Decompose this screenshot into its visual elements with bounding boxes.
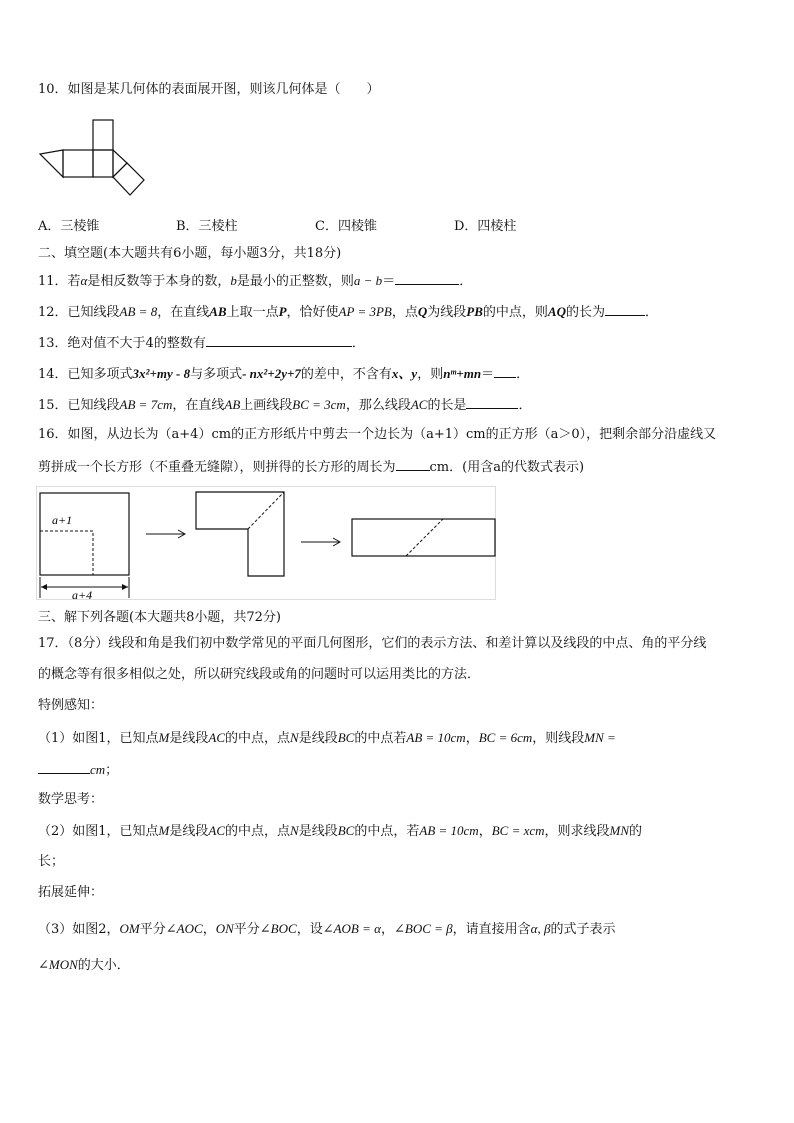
q17-heading-1: 特例感知： <box>38 698 104 713</box>
q17-line2: 的概念等有很多相似之处，所以研究线段或角的问题时可以运用类比的方法． <box>38 667 481 682</box>
q15: 15．已知线段AB = 7cm，在直线AB上画线段BC = 3cm，那么线段AC的长是 ． <box>38 397 532 413</box>
q17-heading-3: 拓展延伸： <box>38 885 104 900</box>
q17-part3: （3）如图2，OM平分∠AOC，ON平分∠BOC，设∠AOB = α，∠BOC = β，请直接用含α, β的式子表示 <box>38 921 616 937</box>
q17-line1: 17．（8分）线段和角是我们初中数学常见的平面几何图形，它们的表示方法、和差计算以及线段的中点、角的平分线 <box>38 636 707 651</box>
q16-answer-blank <box>396 458 430 471</box>
q17-heading-2: 数学思考： <box>38 792 104 807</box>
q10-stem: 10．如图是某几何体的表面展开图，则该几何体是（ ） <box>38 82 380 97</box>
q16-line2: 剪拼成一个长方形（不重叠无缝隙），则拼得的长方形的周长为 cm．(用含a的代数式表示) <box>38 460 585 475</box>
section2-heading: 二、填空题(本大题共有6小题，每小题3分，共18分) <box>38 246 342 261</box>
q14-answer-blank <box>494 365 516 378</box>
q13-answer-blank <box>206 334 352 347</box>
q15-answer-blank <box>466 396 518 409</box>
q17-part2: （2）如图1，已知点M是线段AC的中点，点N是线段BC的中点，若AB = 10cm，BC = xcm，则求线段MN的 <box>38 823 643 839</box>
q14: 14．已知多项式3x²+my - 8与多项式- nx²+2y+7的差中，不含有x、y，则nᵐ+mn＝ ． <box>38 366 530 382</box>
q12-answer-blank <box>605 303 645 316</box>
q10-option-c: C．四棱锥 <box>315 219 377 234</box>
q10-option-d: D．四棱柱 <box>454 219 517 234</box>
q10-option-b: B．三棱柱 <box>176 219 238 234</box>
q17-part1-blank <box>38 761 90 774</box>
label-a-plus-4: a+4 <box>72 588 93 600</box>
label-a-plus-1: a+1 <box>52 513 73 527</box>
q10-net-figure <box>36 115 148 207</box>
q16-figure <box>36 486 496 600</box>
q17-part1-answer: cm； <box>38 761 118 779</box>
q12: 12．已知线段AB = 8，在直线AB上取一点P，恰好使AP = 3PB，点Q为线段PB的中点，则AQ的长为 ． <box>38 304 659 320</box>
q17-part1: （1）如图1，已知点M是线段AC的中点，点N是线段BC的中点若AB = 10cm，BC = 6cm，则线段MN = <box>38 730 616 746</box>
q11-answer-blank <box>395 272 459 285</box>
q17-part2-line2: 长； <box>38 854 65 869</box>
q17-part3-line2: ∠MON的大小． <box>38 957 130 973</box>
q13: 13．绝对值不大于4的整数有 ． <box>38 336 365 351</box>
q11: 11．若α是相反数等于本身的数，b是最小的正整数，则a − b＝ ． <box>38 273 473 289</box>
section3-heading: 三、解下列各题(本大题共8小题，共72分) <box>38 610 281 625</box>
q10-option-a: A．三棱锥 <box>38 219 100 234</box>
q16-line1: 16．如图，从边长为（a+4）cm的正方形纸片中剪去一个边长为（a+1）cm的正方形（a＞0），把剩余部分沿虚线又 <box>38 427 717 442</box>
